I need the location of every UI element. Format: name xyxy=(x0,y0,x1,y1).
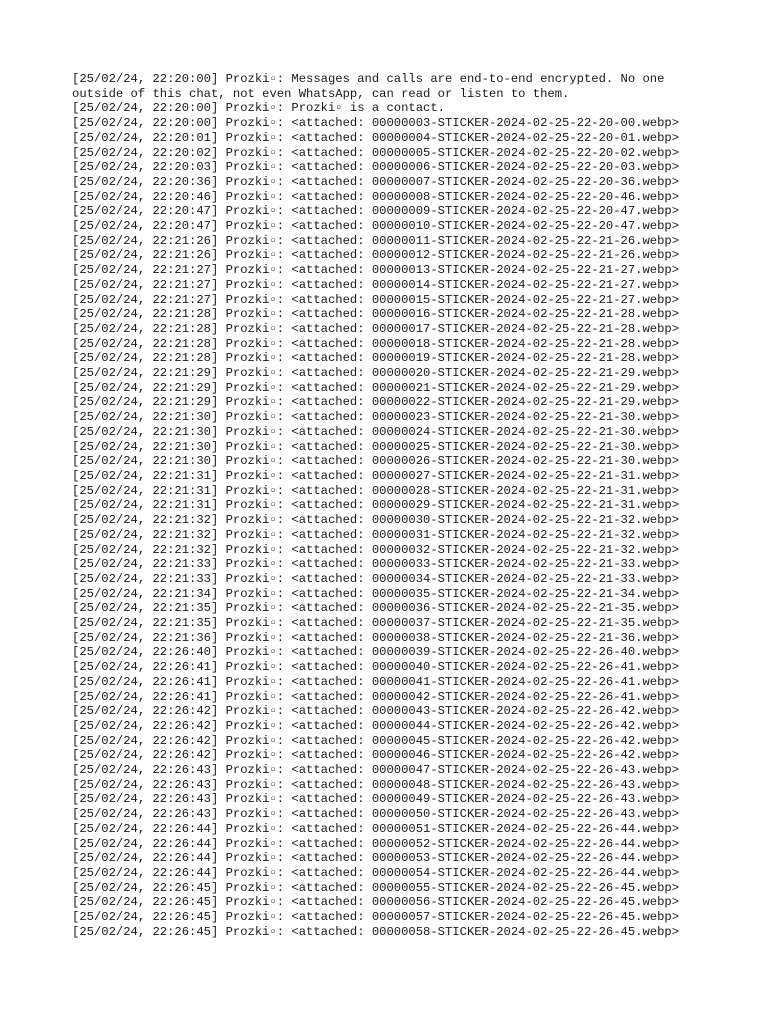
chat-line: [25/02/24, 22:21:29] Prozki▫: <attached: 00000020-STICKER-2024-02-25-22-21-29.webp> xyxy=(72,366,680,381)
chat-line: [25/02/24, 22:20:36] Prozki▫: <attached: 00000007-STICKER-2024-02-25-22-20-36.webp> xyxy=(72,174,680,189)
chat-line: [25/02/24, 22:20:00] Prozki▫: Messages and calls are end-to-end encrypted. No one xyxy=(72,72,665,86)
chat-line: [25/02/24, 22:26:45] Prozki▫: <attached: 00000057-STICKER-2024-02-25-22-26-45.webp> xyxy=(72,910,680,925)
chat-line: [25/02/24, 22:21:32] Prozki▫: <attached: 00000030-STICKER-2024-02-25-22-21-32.webp> xyxy=(72,513,680,528)
chat-line: [25/02/24, 22:26:41] Prozki▫: <attached: 00000042-STICKER-2024-02-25-22-26-41.webp> xyxy=(72,689,680,704)
chat-line: [25/02/24, 22:26:44] Prozki▫: <attached: 00000052-STICKER-2024-02-25-22-26-44.webp> xyxy=(72,836,680,851)
chat-line: [25/02/24, 22:21:31] Prozki▫: <attached: 00000027-STICKER-2024-02-25-22-21-31.webp> xyxy=(72,468,680,483)
chat-line: [25/02/24, 22:21:27] Prozki▫: <attached: 00000015-STICKER-2024-02-25-22-21-27.webp> xyxy=(72,292,680,307)
chat-line: [25/02/24, 22:26:43] Prozki▫: <attached: 00000048-STICKER-2024-02-25-22-26-43.webp> xyxy=(72,777,680,792)
chat-line: [25/02/24, 22:21:26] Prozki▫: <attached: 00000011-STICKER-2024-02-25-22-21-26.webp> xyxy=(72,233,680,248)
chat-line: [25/02/24, 22:26:43] Prozki▫: <attached: 00000049-STICKER-2024-02-25-22-26-43.webp> xyxy=(72,792,680,807)
chat-line: [25/02/24, 22:21:30] Prozki▫: <attached: 00000023-STICKER-2024-02-25-22-21-30.webp> xyxy=(72,410,680,425)
chat-line: [25/02/24, 22:21:30] Prozki▫: <attached: 00000026-STICKER-2024-02-25-22-21-30.webp> xyxy=(72,454,680,469)
chat-line: [25/02/24, 22:26:41] Prozki▫: <attached: 00000040-STICKER-2024-02-25-22-26-41.webp> xyxy=(72,660,680,675)
chat-line: [25/02/24, 22:21:29] Prozki▫: <attached: 00000022-STICKER-2024-02-25-22-21-29.webp> xyxy=(72,395,680,410)
chat-line: [25/02/24, 22:26:45] Prozki▫: <attached: 00000055-STICKER-2024-02-25-22-26-45.webp> xyxy=(72,880,680,895)
chat-line: [25/02/24, 22:26:44] Prozki▫: <attached: 00000054-STICKER-2024-02-25-22-26-44.webp> xyxy=(72,865,680,880)
chat-line: [25/02/24, 22:26:44] Prozki▫: <attached: 00000051-STICKER-2024-02-25-22-26-44.webp> xyxy=(72,821,680,836)
chat-line: [25/02/24, 22:20:02] Prozki▫: <attached: 00000005-STICKER-2024-02-25-22-20-02.webp> xyxy=(72,145,680,160)
chat-line: [25/02/24, 22:21:28] Prozki▫: <attached: 00000018-STICKER-2024-02-25-22-21-28.webp> xyxy=(72,336,680,351)
chat-line: [25/02/24, 22:20:00] Prozki▫: <attached: 00000003-STICKER-2024-02-25-22-20-00.webp> xyxy=(72,116,680,131)
chat-line: [25/02/24, 22:26:42] Prozki▫: <attached: 00000044-STICKER-2024-02-25-22-26-42.webp> xyxy=(72,718,680,733)
chat-export-page xyxy=(72,72,752,939)
chat-line: [25/02/24, 22:21:33] Prozki▫: <attached: 00000034-STICKER-2024-02-25-22-21-33.webp> xyxy=(72,571,680,586)
chat-line: [25/02/24, 22:26:40] Prozki▫: <attached: 00000039-STICKER-2024-02-25-22-26-40.webp> xyxy=(72,645,680,660)
chat-line: [25/02/24, 22:20:47] Prozki▫: <attached: 00000009-STICKER-2024-02-25-22-20-47.webp> xyxy=(72,204,680,219)
chat-line: [25/02/24, 22:21:32] Prozki▫: <attached: 00000032-STICKER-2024-02-25-22-21-32.webp> xyxy=(72,542,680,557)
chat-line: [25/02/24, 22:20:46] Prozki▫: <attached: 00000008-STICKER-2024-02-25-22-20-46.webp> xyxy=(72,189,680,204)
chat-line: [25/02/24, 22:21:35] Prozki▫: <attached: 00000036-STICKER-2024-02-25-22-21-35.webp> xyxy=(72,601,680,616)
chat-line: [25/02/24, 22:21:30] Prozki▫: <attached: 00000024-STICKER-2024-02-25-22-21-30.webp> xyxy=(72,424,680,439)
chat-line: [25/02/24, 22:21:28] Prozki▫: <attached: 00000019-STICKER-2024-02-25-22-21-28.webp> xyxy=(72,351,680,366)
chat-line: [25/02/24, 22:21:31] Prozki▫: <attached: 00000029-STICKER-2024-02-25-22-21-31.webp> xyxy=(72,498,680,513)
chat-line: [25/02/24, 22:26:43] Prozki▫: <attached: 00000047-STICKER-2024-02-25-22-26-43.webp> xyxy=(72,763,680,778)
chat-line: [25/02/24, 22:21:26] Prozki▫: <attached: 00000012-STICKER-2024-02-25-22-21-26.webp> xyxy=(72,248,680,263)
chat-line: [25/02/24, 22:20:03] Prozki▫: <attached: 00000006-STICKER-2024-02-25-22-20-03.webp> xyxy=(72,160,680,175)
chat-line: [25/02/24, 22:21:34] Prozki▫: <attached: 00000035-STICKER-2024-02-25-22-21-34.webp> xyxy=(72,586,680,601)
chat-line: [25/02/24, 22:21:36] Prozki▫: <attached: 00000038-STICKER-2024-02-25-22-21-36.webp> xyxy=(72,630,680,645)
chat-line: [25/02/24, 22:26:45] Prozki▫: <attached: 00000056-STICKER-2024-02-25-22-26-45.webp> xyxy=(72,895,680,910)
chat-line: [25/02/24, 22:26:43] Prozki▫: <attached: 00000050-STICKER-2024-02-25-22-26-43.webp> xyxy=(72,807,680,822)
chat-line: [25/02/24, 22:21:35] Prozki▫: <attached: 00000037-STICKER-2024-02-25-22-21-35.webp> xyxy=(72,616,680,631)
chat-line: [25/02/24, 22:26:42] Prozki▫: <attached: 00000043-STICKER-2024-02-25-22-26-42.webp> xyxy=(72,704,680,719)
chat-line: [25/02/24, 22:21:30] Prozki▫: <attached: 00000025-STICKER-2024-02-25-22-21-30.webp> xyxy=(72,439,680,454)
chat-line: outside of this chat, not even WhatsApp, can read or listen to them. xyxy=(72,86,570,101)
chat-line: [25/02/24, 22:26:45] Prozki▫: <attached: 00000058-STICKER-2024-02-25-22-26-45.webp> xyxy=(72,924,680,939)
chat-line: [25/02/24, 22:21:33] Prozki▫: <attached: 00000033-STICKER-2024-02-25-22-21-33.webp> xyxy=(72,557,680,572)
chat-line: [25/02/24, 22:20:00] Prozki▫: Prozki▫ is a contact. xyxy=(72,101,445,116)
chat-line: [25/02/24, 22:21:28] Prozki▫: <attached: 00000017-STICKER-2024-02-25-22-21-28.webp> xyxy=(72,321,680,336)
chat-line: [25/02/24, 22:21:27] Prozki▫: <attached: 00000013-STICKER-2024-02-25-22-21-27.webp> xyxy=(72,263,680,278)
chat-line: [25/02/24, 22:26:41] Prozki▫: <attached: 00000041-STICKER-2024-02-25-22-26-41.webp> xyxy=(72,674,680,689)
chat-line: [25/02/24, 22:21:31] Prozki▫: <attached: 00000028-STICKER-2024-02-25-22-21-31.webp> xyxy=(72,483,680,498)
chat-line: [25/02/24, 22:21:29] Prozki▫: <attached: 00000021-STICKER-2024-02-25-22-21-29.webp> xyxy=(72,380,680,395)
chat-line: [25/02/24, 22:21:27] Prozki▫: <attached: 00000014-STICKER-2024-02-25-22-21-27.webp> xyxy=(72,277,680,292)
chat-line: [25/02/24, 22:21:28] Prozki▫: <attached: 00000016-STICKER-2024-02-25-22-21-28.webp> xyxy=(72,307,680,322)
chat-line: [25/02/24, 22:26:42] Prozki▫: <attached: 00000045-STICKER-2024-02-25-22-26-42.webp> xyxy=(72,733,680,748)
chat-line: [25/02/24, 22:20:01] Prozki▫: <attached: 00000004-STICKER-2024-02-25-22-20-01.webp> xyxy=(72,130,680,145)
chat-line: [25/02/24, 22:20:47] Prozki▫: <attached: 00000010-STICKER-2024-02-25-22-20-47.webp> xyxy=(72,219,680,234)
chat-line: [25/02/24, 22:21:32] Prozki▫: <attached: 00000031-STICKER-2024-02-25-22-21-32.webp> xyxy=(72,527,680,542)
chat-line: [25/02/24, 22:26:44] Prozki▫: <attached: 00000053-STICKER-2024-02-25-22-26-44.webp> xyxy=(72,851,680,866)
chat-line: [25/02/24, 22:26:42] Prozki▫: <attached: 00000046-STICKER-2024-02-25-22-26-42.webp> xyxy=(72,748,680,763)
